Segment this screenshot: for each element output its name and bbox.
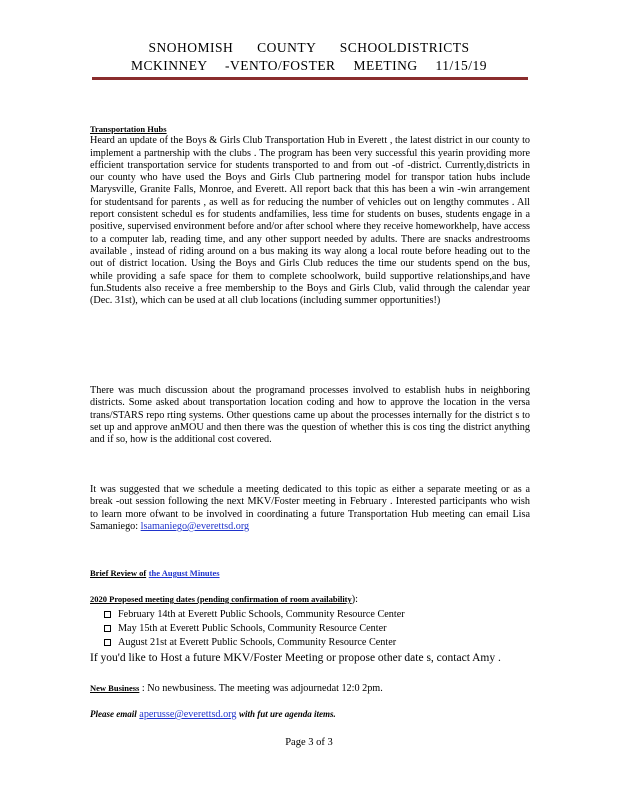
list-item: August 21st at Everett Public Schools, Community Resource Center: [90, 636, 530, 650]
checkbox-bullet-icon: [104, 611, 111, 618]
checkbox-bullet-icon: [104, 625, 111, 632]
transportation-paragraph-3: [90, 484, 530, 533]
checkbox-bullet-icon: [104, 639, 111, 646]
suggestion-section: [90, 484, 530, 533]
august-minutes-link[interactable]: the August Minutes: [148, 568, 220, 578]
closing-suffix: with fut ure agenda items.: [239, 709, 336, 719]
new-business-section: [90, 682, 530, 695]
meetings-section: [90, 593, 530, 665]
host-meeting-text: If you'd like to Host a future MKV/Foster Meeting or propose other date s, contact Amy .: [90, 652, 501, 665]
transportation-section: [90, 123, 530, 307]
discussion-section: [90, 385, 530, 446]
document-title-line-2: MCKINNEY -VENTO/FOSTER MEETING 11/15/19: [130, 58, 488, 73]
list-item: February 14th at Everett Public Schools, Community Resource Center: [90, 608, 530, 622]
transportation-paragraph-1: Heard an update of the Boys & Girls Club Transportation Hub in Everett , the latest district in our county to implement a partnership with the clubs . The program has been very successful this yearin providing more efficient transportation service for students transported to and from out -of -district. Currently,districts in our county who have used the Boys and Girls Club partnering model for transpor tation hubs include Marysville, Granite Falls, Monroe, and Everett. All report back that this has been a win -win arrangement for studentsand for parents , as well as for reducing the number of vehicles out on lengthy commutes . All report consistent schedul es for students andfamilies, less time for students on buses, students engage in a positive, supervised environment before and/or after school where they receive homeworkhelp, have access to a computer lab, reading time, and any other support needed by adults. There are snacks andrestrooms available , instead of riding around on a bus making its way along a local route before heading out to the out of district location. Using the Boys and Girls Club reduces the time our students spend on the bus, while providing a safe space for them to complete schoolwork, build supportive relationships,and have fun.Students also receive a free membership to the Boys and Girls Club, valid through the calendar year (Dec. 31st), which can be used at all club locations (including summer opportunities!): [90, 135, 530, 307]
transportation-paragraph-2: There was much discussion about the programand processes involved to establish hubs in neighboring districts. Some asked about transportation location coding and how to approve the location in the versa trans/STARS repo rting systems. Other questions came up about the processes internally for the district s to set up and approve anMOU and then there was the question of whether this is cos ting the district anything and if so, how is the additional cost covered.: [90, 385, 530, 446]
meetings-title: 2020 Proposed meeting dates (pending confirmation of room availability: [90, 594, 352, 604]
review-section: [90, 567, 530, 580]
list-item: May 15th at Everett Public Schools, Community Resource Center: [90, 622, 530, 636]
lisa-email-link[interactable]: lsamaniego@everettsd.org: [140, 520, 250, 532]
closing-section: [90, 708, 530, 721]
suggestion-text: It was suggested that we schedule a meeting dedicated to this topic as either a separate meeting or as a break -out session following the next MKV/Foster meeting in February . Interested participants who wish to learn more ofwant to be involved in coordinating a future Transportation Hub meeting can email Lisa Samaniego:: [90, 484, 530, 532]
meetings-title-end: ):: [351, 594, 358, 605]
review-label: Brief Review of: [90, 568, 147, 578]
new-business-text: : No newbusiness. The meeting was adjournedat 12:0 2pm.: [141, 683, 383, 694]
document-title-line-1: SNOHOMISH COUNTY SCHOOLDISTRICTS: [148, 40, 470, 55]
header-divider: [92, 77, 528, 80]
closing-prefix: Please email: [90, 709, 137, 719]
amy-email-link[interactable]: aperusse@everettsd.org: [139, 709, 237, 720]
meeting-dates-list: [90, 608, 530, 650]
new-business-label: New Business: [90, 683, 140, 693]
page-number: Page 3 of 3: [285, 737, 333, 748]
section-title-transportation: Transportation Hubs: [90, 124, 167, 134]
